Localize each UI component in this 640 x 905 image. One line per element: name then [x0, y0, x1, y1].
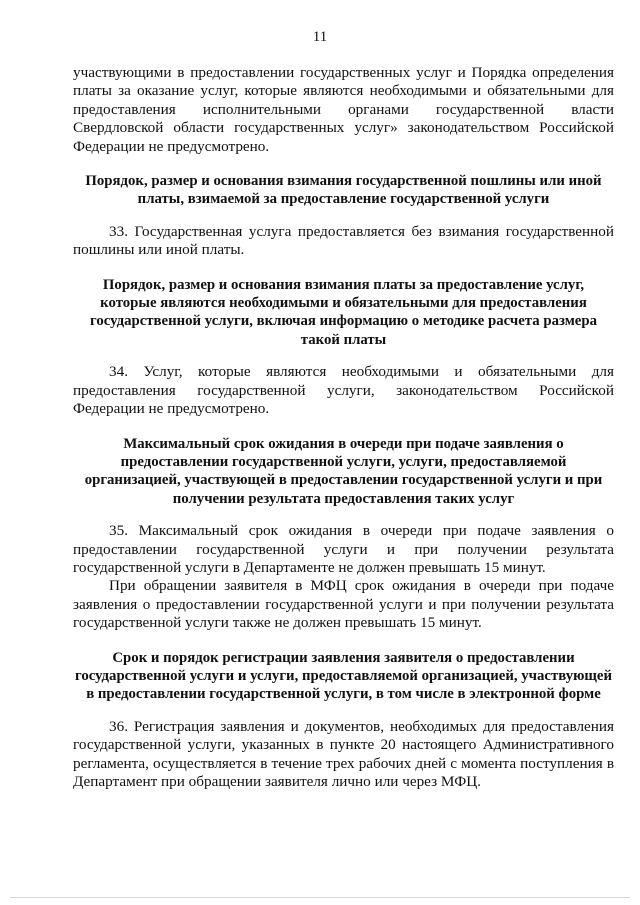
- spacer: [73, 419, 614, 435]
- section-mandatory-services-fee: [73, 276, 614, 419]
- paragraph-35-mfc: При обращении заявителя в МФЦ срок ожидания в очереди при подаче заявления о предоставлении государственной услуги и при получении результата государственной услуги также не должен превышать 15 минут.: [73, 577, 614, 632]
- scan-artifact-line: [10, 897, 630, 898]
- document-body: [73, 64, 614, 791]
- spacer: [73, 156, 614, 172]
- spacer: [73, 260, 614, 276]
- section-fee-policy: [73, 172, 614, 260]
- section-queue-waiting-time: [73, 435, 614, 633]
- section-heading: Порядок, размер и основания взимания государственной пошлины или иной платы, взимаемой за предоставление государственной услуги: [85, 173, 602, 208]
- paragraph-35: 35. Максимальный срок ожидания в очереди при подаче заявления о предоставлении государственной услуги и при получении результата государственной услуги в Департаменте не должен превышать 15 минут.: [73, 522, 614, 576]
- section-application-registration: [73, 649, 614, 792]
- paragraph-36: 36. Регистрация заявления и документов, необходимых для предоставления государственной услуги, указанных в пункте 20 настоящего Административного регламента, осуществляется в течение трех рабочих дней с момента поступления в Департамент при обращении заявителя лично или через МФЦ.: [73, 717, 614, 790]
- section-heading: Максимальный срок ожидания в очереди при подаче заявления о предоставлении государственной услуги, услуги, предоставляемой организацией, участвующей в предоставлении государственной услуги и при получении результата предоставления таких услуг: [84, 435, 603, 507]
- page-number: 11: [312, 29, 328, 45]
- spacer: [73, 349, 614, 363]
- intro-paragraph: участвующими в предоставлении государственных услуг и Порядка определения платы за оказание услуг, которые являются необходимыми и обязательными для предоставления исполнительными органами государственной власти Свердловской области государственных услуг» законодательством Российской Федерации не предусмотрено.: [73, 64, 614, 155]
- paragraph-33: 33. Государственная услуга предоставляется без взимания государственной пошлины или иной платы.: [73, 222, 614, 259]
- section-heading: Срок и порядок регистрации заявления заявителя о предоставлении государственной услуги и услуги, предоставляемой организацией, участвующей в предоставлении государственной услуги, в том числе в электронной форме: [74, 649, 613, 703]
- spacer: [73, 209, 614, 223]
- spacer: [73, 633, 614, 649]
- paragraph-34: 34. Услуг, которые являются необходимыми и обязательными для предоставления государственной услуги, законодательством Российской Федерации не предусмотрено.: [73, 363, 614, 418]
- spacer: [73, 508, 614, 522]
- section-heading: Порядок, размер и основания взимания платы за предоставление услуг, которые являются необходимыми и обязательными для предоставления государственной услуги, включая информацию о методике расчета размера такой платы: [90, 276, 597, 348]
- spacer: [73, 704, 614, 718]
